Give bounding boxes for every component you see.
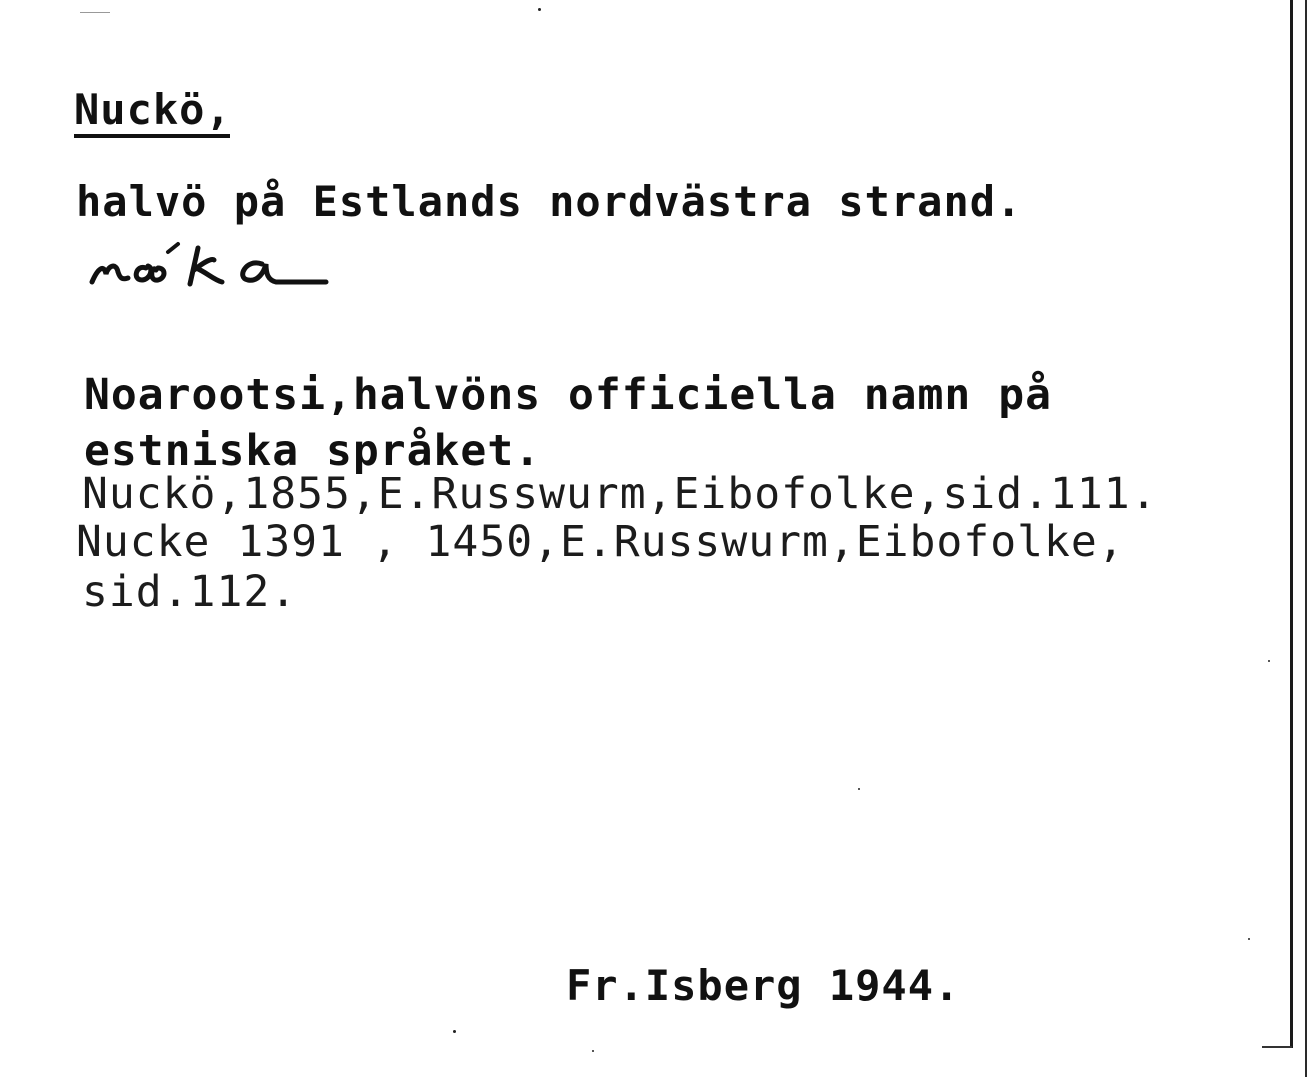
dust-speck	[1248, 938, 1250, 940]
body-line: Nucke 1391 , 1450,E.Russwurm,Eibofolke,	[76, 517, 1125, 567]
handwritten-note	[86, 238, 346, 298]
dust-speck	[592, 1050, 594, 1052]
dust-speck	[1268, 660, 1270, 662]
body-line: sid.112.	[82, 567, 298, 617]
headword-underline	[74, 134, 230, 138]
dust-speck	[80, 12, 110, 13]
body-line: estniska språket.	[84, 426, 542, 476]
card-edge-line	[1262, 1046, 1292, 1048]
body-line: Noarootsi,halvöns officiella namn på	[84, 370, 1052, 420]
dust-speck	[858, 788, 860, 790]
body-line: Nuckö,1855,E.Russwurm,Eibofolke,sid.111.	[82, 469, 1158, 519]
headword: Nuckö,	[74, 85, 232, 134]
dust-speck	[453, 1030, 456, 1033]
signature-line: Fr.Isberg 1944.	[566, 961, 961, 1010]
card-edge-line	[1305, 0, 1307, 1077]
dust-speck	[538, 8, 541, 11]
definition-line: halvö på Estlands nordvästra strand.	[76, 177, 1023, 226]
card-edge-line	[1290, 0, 1293, 1048]
